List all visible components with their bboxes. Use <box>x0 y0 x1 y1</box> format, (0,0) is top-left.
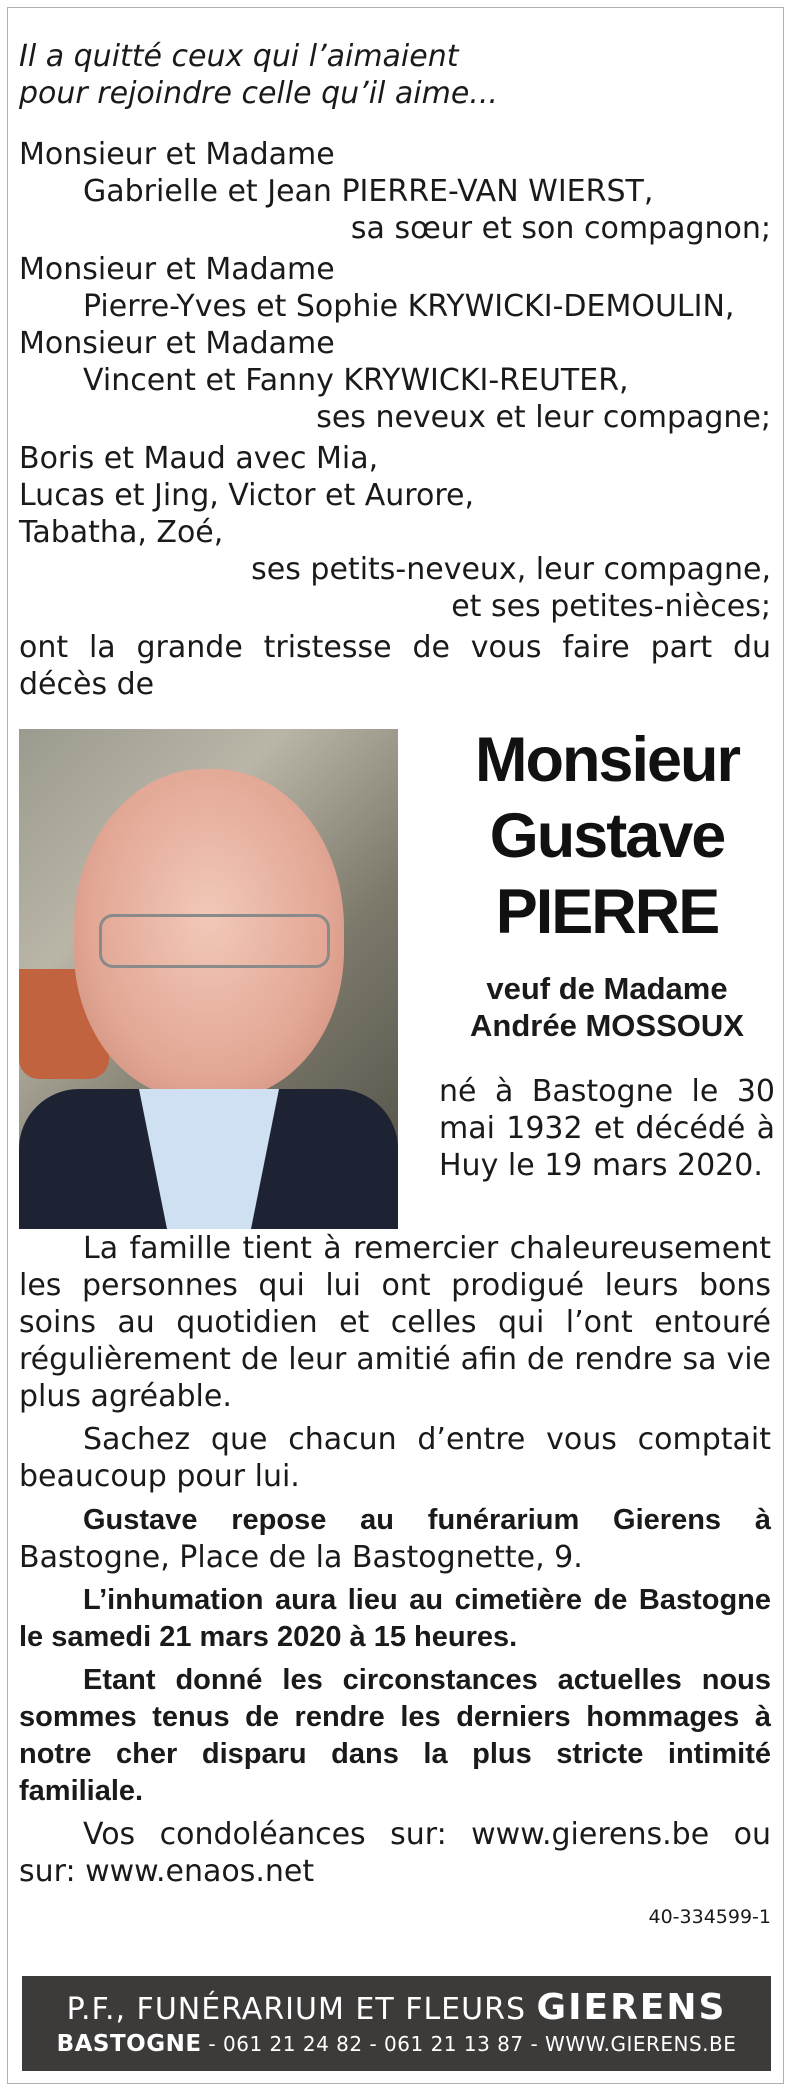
family-group-nephews <box>19 251 771 436</box>
family-title: Monsieur et Madame <box>19 326 335 361</box>
burial-paragraph: L’inhumation aura lieu au cimetière de Bastogne le samedi 21 mars 2020 à 15 heures. <box>19 1584 771 1653</box>
family-names: Lucas et Jing, Victor et Aurore, <box>19 478 474 513</box>
intro-line: Il a quitté ceux qui l’aimaient <box>19 39 459 74</box>
deceased-name <box>439 715 775 950</box>
funeral-home-phones: - 061 21 24 82 - 061 21 13 87 - WWW.GIERENS.BE <box>201 2032 737 2056</box>
family-names: Vincent et Fanny KRYWICKI-REUTER, <box>83 363 629 398</box>
repose-paragraph <box>19 1501 771 1576</box>
glasses-shape <box>99 914 330 968</box>
deceased-title: Monsieur <box>474 725 740 795</box>
widow-line: veuf de Madame <box>486 971 728 1006</box>
widow-of <box>439 970 775 1044</box>
deceased-section <box>19 715 775 1230</box>
deceased-first-name: Gustave <box>489 801 725 871</box>
intro-quote <box>19 38 771 112</box>
funeral-home-contact <box>22 2030 771 2058</box>
announcement-text: ont la grande tristesse de vous faire part du décès de <box>19 630 771 702</box>
funeral-home-brand: GIERENS <box>536 1987 727 2028</box>
notice-content <box>19 38 775 1930</box>
thanks-paragraph: La famille tient à remercier chaleureusement les personnes qui lui ont prodigué leurs bons soins au quotidien et celles qui l’ont entouré régulièrement de leur amitié afin de rendre sa vie plus agréable. <box>19 1231 771 1414</box>
funeral-home-city: BASTOGNE <box>56 2031 202 2057</box>
funeral-home-banner <box>22 1976 771 2071</box>
deceased-last-name: PIERRE <box>495 877 719 947</box>
birth-death-info: né à Bastogne le 30 mai 1932 et décédé à Huy le 19 mars 2020. <box>439 1074 775 1183</box>
family-title: Monsieur et Madame <box>19 252 335 287</box>
widow-line: Andrée MOSSOUX <box>470 1008 744 1043</box>
obituary-notice <box>7 7 784 2084</box>
family-relation: ses petits-neveux, leur compagne, <box>251 552 771 587</box>
family-group-sister <box>19 136 771 247</box>
family-names: Boris et Maud avec Mia, <box>19 441 379 476</box>
family-title: Monsieur et Madame <box>19 137 335 172</box>
family-names: Pierre-Yves et Sophie KRYWICKI-DEMOULIN, <box>83 289 735 324</box>
family-relation: ses neveux et leur compagne; <box>316 400 771 435</box>
condolences-paragraph: Vos condoléances sur: www.gierens.be ou sur: www.enaos.net <box>19 1817 771 1889</box>
tribute-paragraph: Sachez que chacun d’entre vous comptait beaucoup pour lui. <box>19 1422 771 1494</box>
family-relation: sa sœur et son compagnon; <box>350 211 771 246</box>
family-group-grandnephews <box>19 440 771 625</box>
family-relation: et ses petites-nièces; <box>451 589 771 624</box>
repose-bold: Gustave repose au funérarium Gierens à <box>83 1504 771 1536</box>
family-names: Gabrielle et Jean PIERRE-VAN WIERST, <box>83 174 654 209</box>
funeral-home-prefix: P.F., FUNÉRARIUM ET FLEURS <box>66 1992 537 2027</box>
reference-number: 40-334599-1 <box>648 1906 771 1928</box>
family-names: Tabatha, Zoé, <box>19 515 224 550</box>
repose-rest: Bastogne, Place de la Bastognette, 9. <box>19 1540 583 1575</box>
intro-line: pour rejoindre celle qu’il aime... <box>19 76 498 111</box>
circumstances-paragraph: Etant donné les circonstances actuelles nous sommes tenus de rendre les derniers hommages à notre cher disparu dans la plus stricte intimité familiale. <box>19 1664 771 1807</box>
portrait-photo <box>19 729 398 1229</box>
funeral-home-name <box>22 1976 771 2030</box>
